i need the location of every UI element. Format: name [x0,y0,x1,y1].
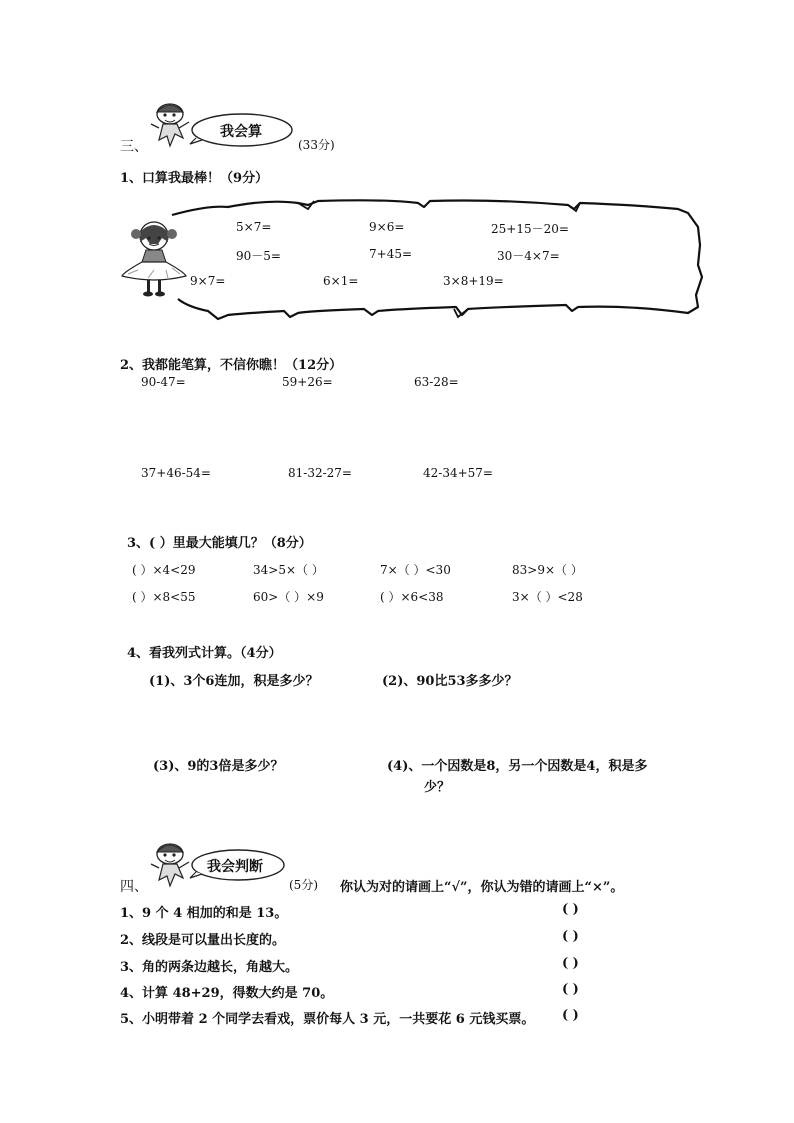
q1-problem: 90－5= [236,249,281,263]
q1-problem: 30－4×7= [497,249,560,263]
section4-instruction: 你认为对的请画上“√”，你认为错的请画上“×”。 [340,880,624,895]
q1-problem: 6×1= [323,274,359,288]
judgement-item: 1、9 个 4 相加的和是 13。 [120,906,288,921]
q1-problem: 25+15－20= [491,222,569,236]
judgement-item: 2、线段是可以量出长度的。 [120,933,286,948]
answer-paren[interactable]: ( ) [562,982,579,997]
q3-problem: ( ）×4<29 [132,563,196,577]
section3-points: (33分) [298,138,335,152]
cartoon-kid-icon [145,840,195,890]
cartoon-kid-icon [145,100,195,150]
answer-paren[interactable]: ( ) [562,929,579,944]
answer-paren[interactable]: ( ) [562,1008,579,1023]
q2-problem: 90-47= [141,375,186,389]
cartoon-girl-icon [118,218,190,300]
judgement-item: 3、角的两条边越长，角越大。 [120,960,299,975]
q1-problem: 5×7= [236,220,272,234]
section3-badge: 我会算 [220,124,262,140]
q1-problem: 9×7= [190,274,226,288]
q4-part: (1)、3个6连加，积是多少？ [149,674,319,689]
q2-problem: 42-34+57= [423,466,493,480]
q3-problem: 3×（ ）<28 [512,590,583,604]
q4-title: 4、看我列式计算。（4分） [127,646,282,661]
q4-part: (3)、9的3倍是多少？ [153,759,284,774]
q2-problem: 37+46-54= [141,466,211,480]
q3-problem: 7×（ ）<30 [380,563,451,577]
section4-points: (5分) [289,878,318,892]
judgement-item: 4、计算 48+29，得数大约是 70。 [120,986,334,1001]
q2-problem: 63-28= [414,375,459,389]
q1-problem: 7+45= [369,247,413,261]
q3-title: 3、( ）里最大能填几？（8分） [127,536,312,551]
q3-problem: 83>9×（ ） [512,563,583,577]
q1-problem: 9×6= [369,220,405,234]
q3-problem: ( ）×6<38 [380,590,444,604]
q2-title: 2、我都能笔算，不信你瞧！（12分） [120,358,343,373]
section3-number: 三、 [120,139,148,155]
q2-problem: 81-32-27= [288,466,352,480]
q4-part: (4)、一个因数是8，另一个因数是4，积是多 [387,759,648,774]
q1-problem: 3×8+19= [443,274,504,288]
judgement-item: 5、小明带着 2 个同学去看戏，票价每人 3 元，一共要花 6 元钱买票。 [120,1012,535,1027]
section4-badge: 我会判断 [207,859,263,875]
section4-number: 四、 [120,879,148,895]
q3-problem: 34>5×（ ） [253,563,324,577]
answer-paren[interactable]: ( ) [562,956,579,971]
q3-problem: ( ）×8<55 [132,590,196,604]
answer-paren[interactable]: ( ) [562,902,579,917]
q3-problem: 60>（ ）×9 [253,590,324,604]
q4-part: 少？ [424,780,451,795]
q4-part: (2)、90比53多多少？ [382,674,518,689]
q2-problem: 59+26= [282,375,333,389]
q1-title: 1、口算我最棒！（9分） [120,171,269,186]
